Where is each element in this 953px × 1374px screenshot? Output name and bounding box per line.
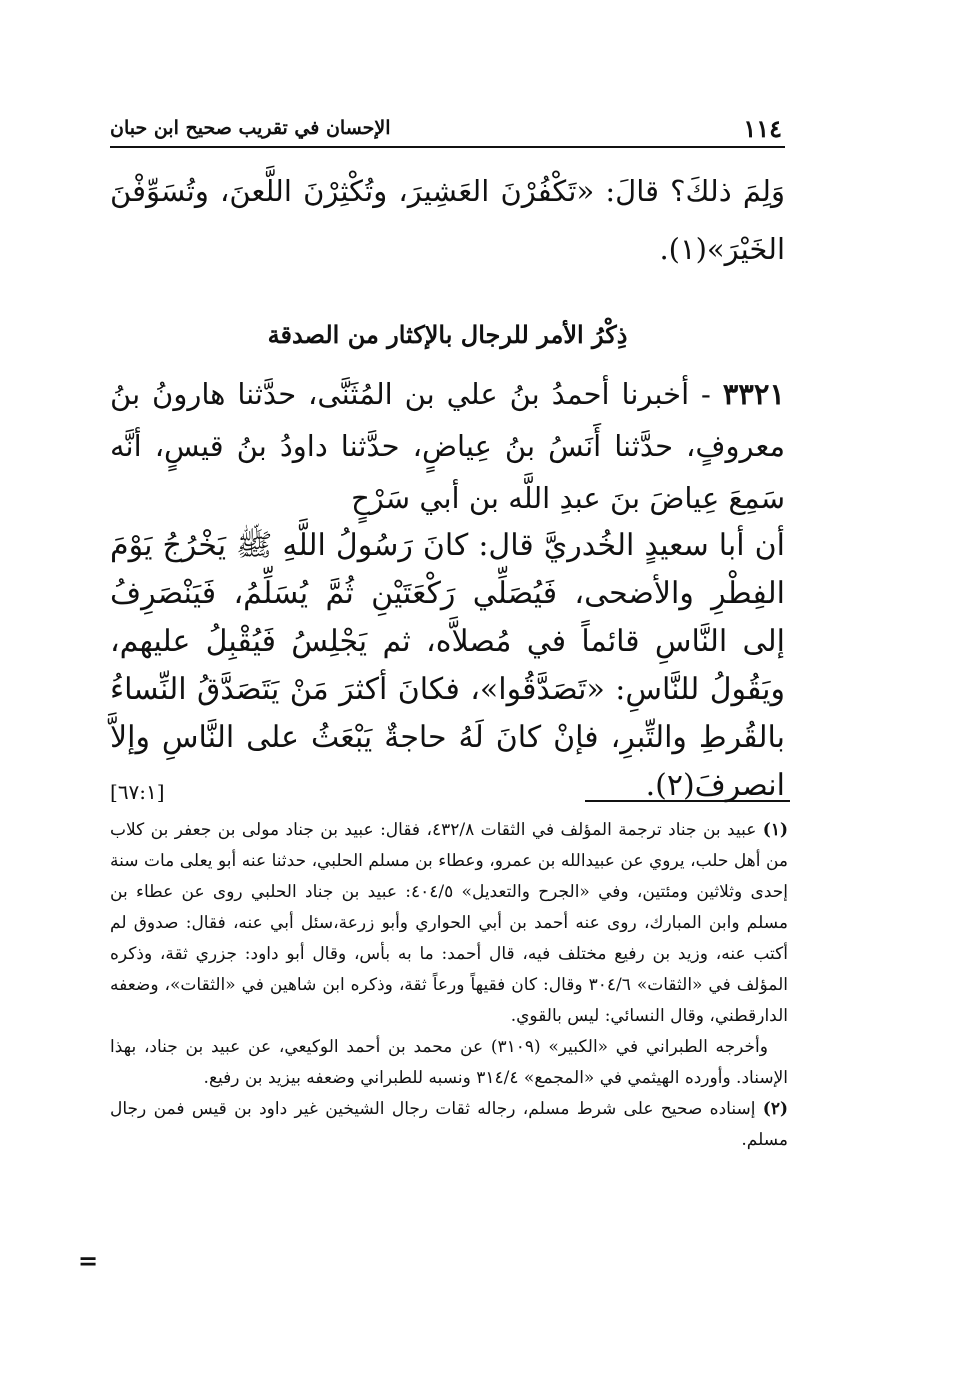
hadith-isnad — [110, 368, 785, 524]
matn-text: أن أبا سعيدٍ الخُدريَّ قال: كانَ رَسُولُ اللَّهِ ﷺ يَخْرُجُ يَوْمَ الفِطْرِ والأضحى، فَيُصَلِّي رَكْعَتَيْنِ ثُمَّ يُسَلِّمُ، فَيَنْصَرِفُ إلى النَّاسِ قائماً في مُصلاَّه، ثم يَجْلِسُ فَيُقْبِلُ عليهم، ويَقُولُ للنَّاسِ: «تَصَدَّقُوا»، فكانَ أكثرَ مَنْ يَتَصَدَّقُ النِّساءُ بالقُرطِ والتِّبرِ، فإنْ كانَ لَهُ حاجةٌ يَبْعَثُ على النَّاسِ وإلاَّ انصرفَ(٢). — [110, 528, 785, 803]
footnote-2 — [110, 1094, 788, 1156]
footnote-marker: (٢) — [762, 1099, 788, 1119]
running-title: الإحسان في تقريب صحيح ابن حبان — [110, 117, 391, 139]
footnote-text: عبيد بن جناد ترجمة المؤلف في الثقات ٤٣٢/٨، فقال: عبيد بن جناد مولى بن جعفر بن كلاب من أهل حلب، يروي عن عبيدالله بن عمرو، وعطاء بن مسلم الحلبي، حدثنا عنه أبو يعلى مات سنة إحدى وثلاثين ومئتين، وفي «الجرح والتعديل» ٤٠٤/٥: عبيد بن جناد الحلبي روى عن عطاء بن مسلم وابن المبارك، روى عنه أحمد بن أبي الحواري وأبو زرعة،سئل أبي عنه، فقال: صدوق لم أكتب عنه، وزيد بن رفيع مختلف فيه، قال أحمد: ما به بأس، وقال أبو داود: جزري ثقة، وذكره المؤلف في «الثقات» ٣٠٤/٦ وقال: كان فقيهاً ورعاً ثقة، وذكره ابن شاهين في «الثقات»، وضعفه الدارقطني، وقال النسائي: ليس بالقوي. — [110, 820, 788, 1026]
hadith-number: ٣٣٢١ — [722, 377, 786, 411]
continuation-mark: = — [78, 1246, 99, 1275]
section-heading: ذِكْرُ الأمر للرجال بالإكثار من الصدقة — [267, 320, 628, 349]
isnad-text: - أخبرنا أحمدُ بنُ علي بن المُثَنَّى، حدَّثنا هارونُ بنُ معروفٍ، حدَّثنا أَنَسُ بنُ عِياضٍ، حدَّثنا داودُ بنُ قيسٍ، أنَّه سَمِعَ عِياضَ بنَ عبدِ اللَّه بن أبي سَرْحٍ — [110, 377, 785, 515]
hadith-matn — [110, 522, 785, 816]
footnote-1 — [110, 815, 788, 1094]
footnote-marker: (١) — [762, 820, 788, 840]
reference-code: [٦٧:١] — [110, 780, 165, 804]
footnote-1-para-1 — [110, 815, 788, 1032]
page-number: ١١٤ — [743, 113, 782, 143]
page-header — [110, 108, 782, 148]
header-rule — [110, 146, 785, 148]
footnotes — [110, 815, 788, 1156]
footnote-text: إسناده صحيح على شرط مسلم، رجاله ثقات رجال الشيخين غير داود بن قيس فمن رجال مسلم. — [110, 1099, 788, 1150]
footnote-rule — [585, 800, 790, 802]
intro-paragraph: وَلِمَ ذلكَ؟ قالَ: «تَكْفُرْنَ العَشِيرَ، وتُكْثِرْنَ اللَّعنَ، وتُسَوِّفْنَ الخَيْرَ»(١). — [110, 174, 785, 266]
footnote-2-para-1 — [110, 1094, 788, 1156]
footnote-1-para-2: وأخرجه الطبراني في «الكبير» (٣١٠٩) عن محمد بن أحمد الوكيعي، عن عبيد بن جناد، بهذا الإسناد. وأورده الهيثمي في «المجمع» ٣١٤/٤ ونسبه للطبراني وضعفه بيزيد بن رفيع. — [110, 1037, 788, 1088]
